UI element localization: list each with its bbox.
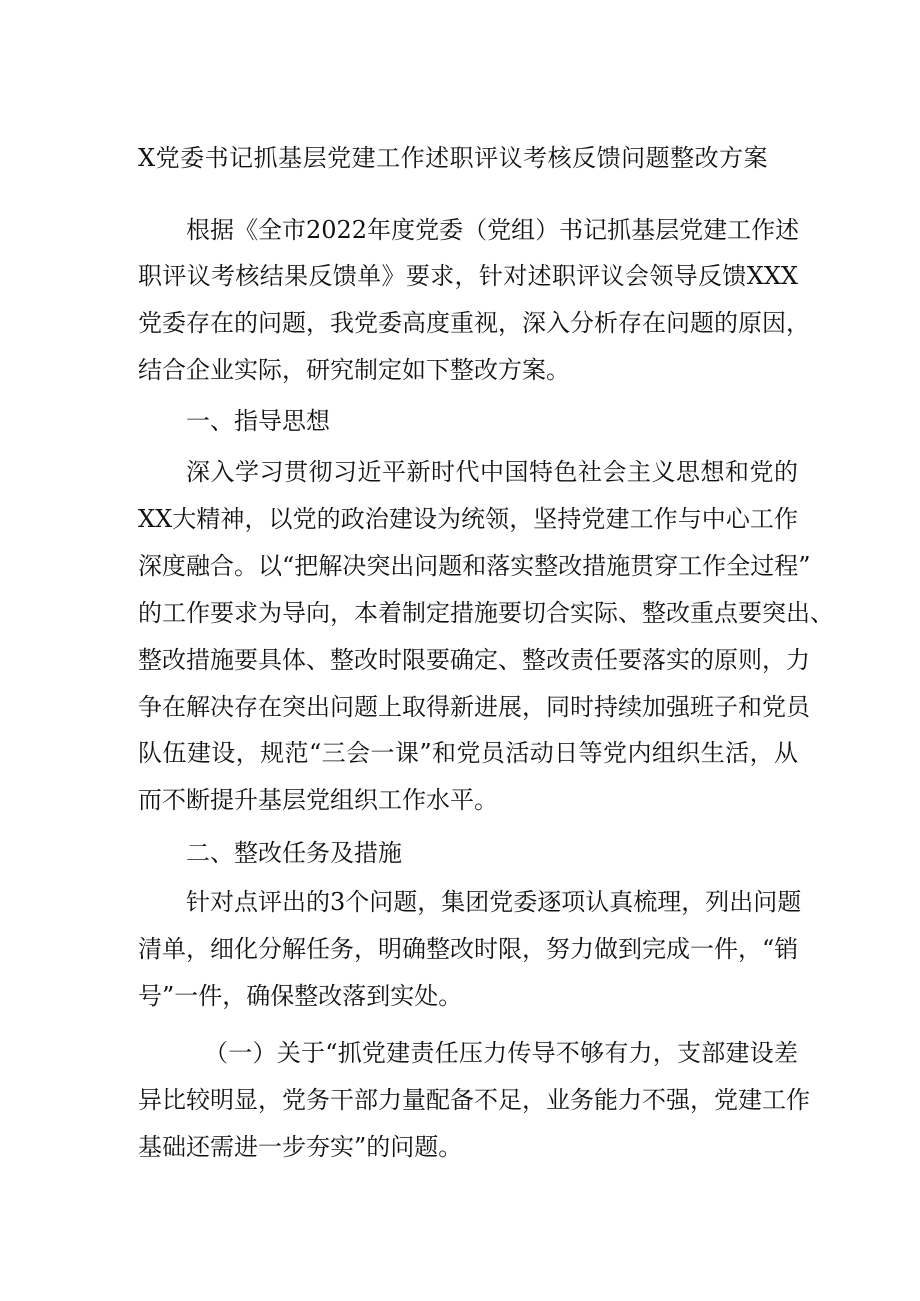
subsection-heading: （一）关于“抓党建责任压力传导不够有力，支部建设差 xyxy=(204,1039,798,1067)
paragraph-line: 而不断提升基层党组织工作水平。 xyxy=(138,786,498,814)
paragraph-line: 争在解决存在突出问题上取得新进展，同时持续加强班子和党员 xyxy=(138,693,810,721)
paragraph-line: 深度融合。以“把解决突出问题和落实整改措施贯穿工作全过程” xyxy=(138,552,811,580)
paragraph-line: 党委存在的问题，我党委高度重视，深入分析存在问题的原因， xyxy=(138,309,810,337)
paragraph-line: 异比较明显，党务干部力量配备不足，业务能力不强，党建工作 xyxy=(138,1086,810,1114)
paragraph-line: 号”一件，确保整改落到实处。 xyxy=(138,982,463,1010)
section-heading: 一、指导思想 xyxy=(186,407,330,435)
paragraph-line: 队伍建设，规范“三会一课”和党员活动日等党内组织生活，从 xyxy=(138,739,798,767)
paragraph-line: 清单，细化分解任务，明确整改时限，努力做到完成一件，“销 xyxy=(138,935,799,963)
paragraph-line: XX大精神，以党的政治建设为统领，坚持党建工作与中心工作 xyxy=(138,505,798,533)
paragraph-line: 基础还需进一步夯实”的问题。 xyxy=(138,1133,463,1161)
section-heading: 二、整改任务及措施 xyxy=(186,839,402,867)
paragraph-line: 根据《全市2022年度党委（党组）书记抓基层党建工作述 xyxy=(186,216,800,244)
paragraph-line: 针对点评出的3个问题，集团党委逐项认真梳理，列出问题 xyxy=(186,888,802,916)
paragraph-line: 深入学习贯彻习近平新时代中国特色社会主义思想和党的 xyxy=(186,458,798,486)
paragraph-line: 结合企业实际，研究制定如下整改方案。 xyxy=(138,356,570,384)
document-title: X党委书记抓基层党建工作述职评议考核反馈问题整改方案 xyxy=(138,144,769,172)
paragraph-line: 职评议考核结果反馈单》要求，针对述职评议会领导反馈XXX xyxy=(138,262,798,290)
paragraph-line: 整改措施要具体、整改时限要确定、整改责任要落实的原则，力 xyxy=(138,646,810,674)
paragraph-line: 的工作要求为导向，本着制定措施要切合实际、整改重点要突出、 xyxy=(138,599,834,627)
